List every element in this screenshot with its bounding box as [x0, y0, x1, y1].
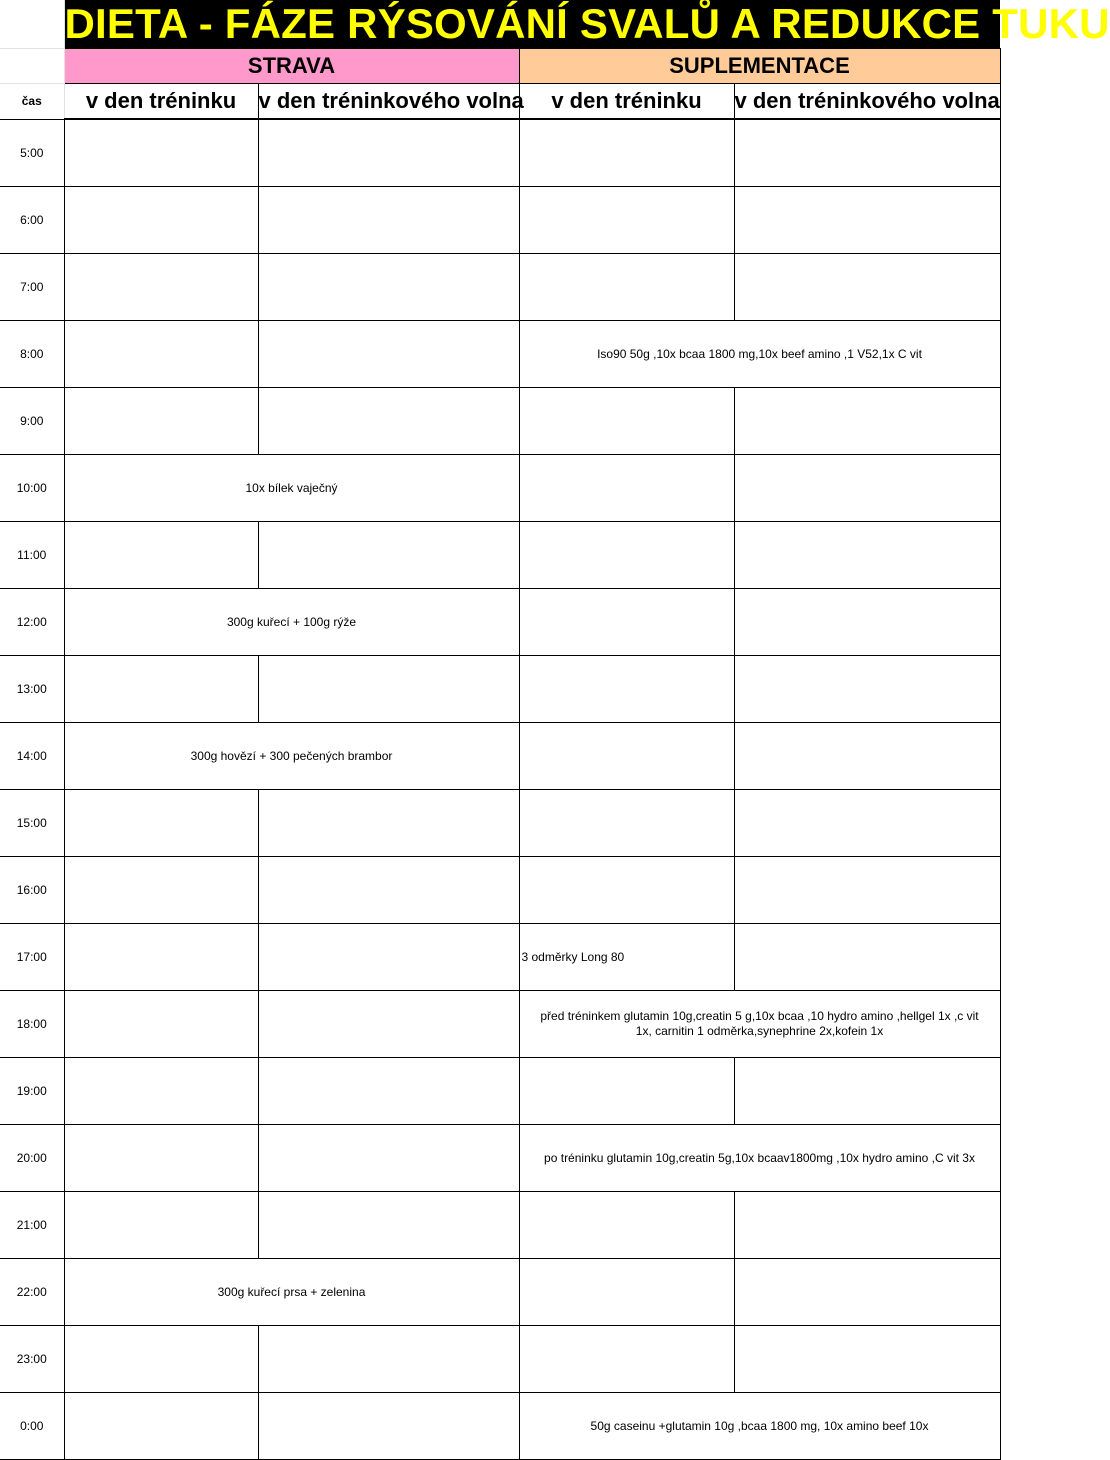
strava-volno-cell[interactable] [258, 186, 519, 253]
table-row [0, 320, 1000, 387]
table-row [0, 1258, 1000, 1325]
time-cell[interactable]: 21:00 [0, 1191, 64, 1258]
table-row [0, 454, 1000, 521]
strava-trenink-cell[interactable] [64, 1124, 258, 1191]
time-cell[interactable]: 13:00 [0, 655, 64, 722]
supl-trenink-cell[interactable] [519, 186, 734, 253]
table-row [0, 253, 1000, 320]
table-row [0, 1325, 1000, 1392]
supl-trenink-cell[interactable] [519, 253, 734, 320]
strava-volno-cell[interactable] [258, 1392, 519, 1459]
supl-volno-cell[interactable] [734, 1057, 1000, 1124]
time-cell[interactable]: 5:00 [0, 119, 64, 186]
strava-trenink-cell[interactable] [64, 789, 258, 856]
time-cell[interactable]: 6:00 [0, 186, 64, 253]
strava-volno-cell[interactable] [258, 789, 519, 856]
supl-trenink-cell[interactable] [519, 1325, 734, 1392]
table-row [0, 655, 1000, 722]
page-title[interactable]: DIETA - FÁZE RÝSOVÁNÍ SVALŮ A REDUKCE TUKU [64, 0, 1110, 47]
section-header-suplementace[interactable]: SUPLEMENTACE [519, 48, 1000, 83]
supl-trenink-cell[interactable] [519, 521, 734, 588]
table-row [0, 789, 1000, 856]
time-cell[interactable]: 10:00 [0, 454, 64, 521]
corner-cell[interactable] [0, 0, 64, 48]
strava-volno-cell[interactable] [258, 923, 519, 990]
strava-volno-cell[interactable] [258, 1325, 519, 1392]
strava-trenink-cell[interactable] [64, 856, 258, 923]
strava-trenink-cell[interactable] [64, 1392, 258, 1459]
supl-trenink-cell[interactable] [519, 454, 734, 521]
supl-trenink-cell[interactable] [519, 588, 734, 655]
supl-volno-cell[interactable] [734, 588, 1000, 655]
table-row [0, 990, 1000, 1057]
supl-merged-cell[interactable]: 50g caseinu +glutamin 10g ,bcaa 1800 mg, 10x amino beef 10x [519, 1392, 1000, 1459]
strava-trenink-cell[interactable] [64, 1191, 258, 1258]
supl-volno-cell[interactable] [734, 655, 1000, 722]
table-row [0, 119, 1000, 186]
strava-trenink-cell[interactable] [64, 253, 258, 320]
strava-trenink-cell[interactable] [64, 923, 258, 990]
time-cell[interactable]: 11:00 [0, 521, 64, 588]
supl-volno-cell[interactable] [734, 1325, 1000, 1392]
strava-volno-cell[interactable] [258, 387, 519, 454]
strava-volno-cell[interactable] [258, 990, 519, 1057]
table-row [0, 1057, 1000, 1124]
supl-merged-cell[interactable]: před tréninkem glutamin 10g,creatin 5 g,10x bcaa ,10 hydro amino ,hellgel 1x ,c vit 1x, carnitin 1 odměrka,synephrine 2x,kofein 1x [519, 990, 1000, 1057]
strava-trenink-cell[interactable] [64, 186, 258, 253]
supl-trenink-cell[interactable] [519, 1191, 734, 1258]
column-header-cas[interactable]: čas [0, 83, 64, 119]
table-row [0, 923, 1000, 990]
time-cell[interactable]: 12:00 [0, 588, 64, 655]
table-row [0, 521, 1000, 588]
time-cell[interactable]: 7:00 [0, 253, 64, 320]
supl-volno-cell[interactable] [734, 1258, 1000, 1325]
time-cell[interactable]: 18:00 [0, 990, 64, 1057]
table-row [0, 856, 1000, 923]
strava-merged-cell[interactable]: 300g kuřecí prsa + zelenina [64, 1258, 519, 1325]
supl-trenink-cell[interactable] [519, 1057, 734, 1124]
strava-volno-cell[interactable] [258, 253, 519, 320]
table-row [0, 722, 1000, 789]
strava-volno-cell[interactable] [258, 1124, 519, 1191]
strava-trenink-cell[interactable] [64, 387, 258, 454]
supl-trenink-cell[interactable] [519, 1258, 734, 1325]
supl-trenink-cell[interactable] [519, 655, 734, 722]
supl-trenink-cell[interactable]: 3 odměrky Long 80 [519, 923, 734, 990]
strava-trenink-cell[interactable] [64, 521, 258, 588]
strava-trenink-cell[interactable] [64, 655, 258, 722]
time-cell[interactable]: 19:00 [0, 1057, 64, 1124]
strava-trenink-cell[interactable] [64, 1057, 258, 1124]
strava-volno-cell[interactable] [258, 119, 519, 186]
strava-volno-cell[interactable] [258, 1057, 519, 1124]
table-row [0, 1191, 1000, 1258]
supl-volno-cell[interactable] [734, 119, 1000, 186]
supl-volno-cell[interactable] [734, 521, 1000, 588]
time-cell[interactable]: 14:00 [0, 722, 64, 789]
time-cell[interactable]: 22:00 [0, 1258, 64, 1325]
supl-trenink-cell[interactable] [519, 387, 734, 454]
supl-trenink-cell[interactable] [519, 789, 734, 856]
strava-volno-cell[interactable] [258, 1191, 519, 1258]
column-header-supl-volno[interactable]: v den tréninkového volna [734, 83, 1000, 119]
time-cell[interactable]: 16:00 [0, 856, 64, 923]
supl-trenink-cell[interactable] [519, 856, 734, 923]
strava-volno-cell[interactable] [258, 521, 519, 588]
strava-trenink-cell[interactable] [64, 990, 258, 1057]
time-cell[interactable]: 17:00 [0, 923, 64, 990]
time-cell[interactable]: 23:00 [0, 1325, 64, 1392]
corner-cell-2[interactable] [0, 48, 64, 83]
strava-trenink-cell[interactable] [64, 1325, 258, 1392]
table-row [0, 1124, 1000, 1191]
table-row [0, 186, 1000, 253]
section-header-strava[interactable]: STRAVA [64, 48, 519, 83]
supl-volno-cell[interactable] [734, 1191, 1000, 1258]
column-header-strava-volno[interactable]: v den tréninkového volna [258, 83, 519, 119]
table-row [0, 387, 1000, 454]
table-row [0, 588, 1000, 655]
strava-volno-cell[interactable] [258, 856, 519, 923]
time-cell[interactable]: 9:00 [0, 387, 64, 454]
strava-trenink-cell[interactable] [64, 320, 258, 387]
time-cell[interactable]: 0:00 [0, 1392, 64, 1459]
column-header-supl-trenink[interactable]: v den tréninku [519, 83, 734, 119]
supl-merged-cell[interactable]: po tréninku glutamin 10g,creatin 5g,10x bcaav1800mg ,10x hydro amino ,C vit 3x [519, 1124, 1000, 1191]
supl-volno-cell[interactable] [734, 923, 1000, 990]
strava-merged-cell[interactable]: 300g hovězí + 300 pečených brambor [64, 722, 519, 789]
supl-trenink-cell[interactable] [519, 119, 734, 186]
supl-volno-cell[interactable] [734, 789, 1000, 856]
time-cell[interactable]: 8:00 [0, 320, 64, 387]
supl-trenink-cell[interactable] [519, 722, 734, 789]
supl-volno-cell[interactable] [734, 722, 1000, 789]
strava-volno-cell[interactable] [258, 320, 519, 387]
column-header-strava-trenink[interactable]: v den tréninku [64, 83, 258, 119]
strava-trenink-cell[interactable] [64, 119, 258, 186]
supl-volno-cell[interactable] [734, 856, 1000, 923]
supl-volno-cell[interactable] [734, 454, 1000, 521]
strava-merged-cell[interactable]: 10x bílek vaječný [64, 454, 519, 521]
supl-volno-cell[interactable] [734, 387, 1000, 454]
table-row [0, 1392, 1000, 1459]
time-cell[interactable]: 15:00 [0, 789, 64, 856]
time-cell[interactable]: 20:00 [0, 1124, 64, 1191]
supl-merged-cell[interactable]: Iso90 50g ,10x bcaa 1800 mg,10x beef amino ,1 V52,1x C vit [519, 320, 1000, 387]
strava-merged-cell[interactable]: 300g kuřecí + 100g rýže [64, 588, 519, 655]
supl-volno-cell[interactable] [734, 186, 1000, 253]
strava-volno-cell[interactable] [258, 655, 519, 722]
supl-volno-cell[interactable] [734, 253, 1000, 320]
